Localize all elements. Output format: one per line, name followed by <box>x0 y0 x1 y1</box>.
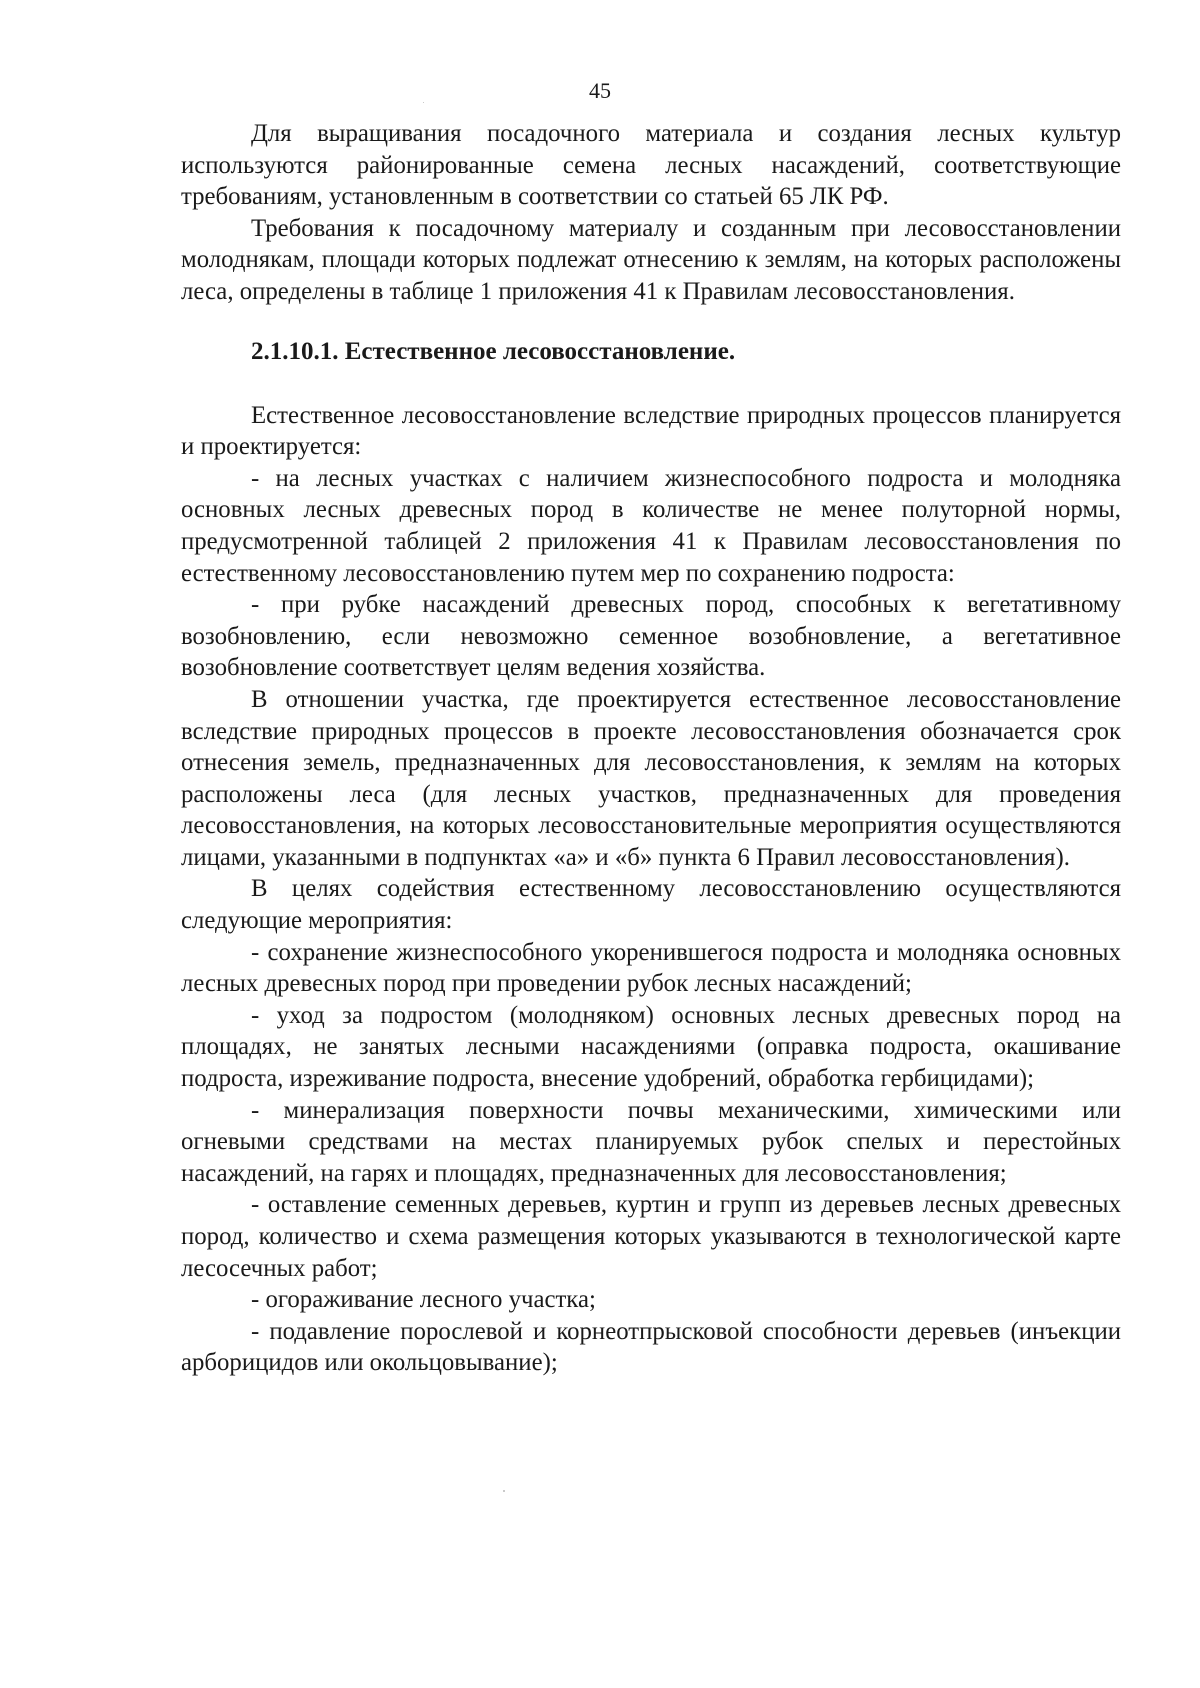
section-heading: 2.1.10.1. Естественное лесовосстановление. <box>251 337 736 365</box>
list-item-seed-trees: - оставление семенных деревьев, куртин и групп из деревьев лесных древесных пород, количество и схема размещения которых указываются в технологической карте лесосечных работ; <box>181 1191 1121 1282</box>
list-item-undergrowth-care: - уход за подростом (молодняком) основных лесных древесных пород на площадях, не занятых лесными насаждениями (оправка подроста, окашивание подроста, изреживание подроста, внесение удобрений, обработка гербицидами); <box>181 1001 1121 1093</box>
section-paragraph-1: Естественное лесовосстановление вследствие природных процессов планируется и проектируется: <box>181 401 1121 461</box>
scan-speck <box>423 102 424 103</box>
list-item-vegetative-renewal: - при рубке насаждений древесных пород, способных к вегетативному возобновлению, если невозможно семенное возобновление, а вегетативное возобновление соответствует целям ведения хозяйства. <box>181 591 1121 682</box>
section-paragraph-site-term: В отношении участка, где проектируется естественное лесовосстановление вследствие природных процессов в проекте лесовосстановления обозначается срок отнесения земель, предназначенных для лесовосстановления, к землям на которых расположены леса (для лесных участков, предназначенных для проведения лесовосстановления, на которых лесовосстановительные мероприятия осуществляются лицами, указанными в подпунктах «а» и «б» пункта 6 Правил лесовосстановления). <box>181 685 1121 871</box>
page-number: 45 <box>589 78 611 103</box>
page-content <box>181 118 1121 1379</box>
intro-paragraph-2: Требования к посадочному материалу и созданным при лесовосстановлении молоднякам, площади которых подлежат отнесению к землям, на которых расположены леса, определены в таблице 1 приложения 41 к Правилам лесовосстановления. <box>181 214 1121 305</box>
scan-speck <box>503 1490 505 1492</box>
list-item-healthy-undergrowth: - на лесных участках с наличием жизнеспособного подроста и молодняка основных лесных древесных пород в количестве не менее полуторной нормы, предусмотренной таблицей 2 приложения 41 к Правилам лесовосстановления по естественному лесовосстановлению путем мер по сохранению подроста: <box>181 464 1121 587</box>
list-item-suppression: - подавление порослевой и корнеотпрысковой способности деревьев (инъекции арборицидов или окольцовывание); <box>181 1317 1121 1377</box>
list-item-preserve-undergrowth: - сохранение жизнеспособного укоренившегося подроста и молодняка основных лесных древесных пород при проведении рубок лесных насаждений; <box>181 938 1121 998</box>
list-item-soil-mineralization: - минерализация поверхности почвы механическими, химическими или огневыми средствами на местах планируемых рубок спелых и перестойных насаждений, на гарях и площадях, предназначенных для лесовосстановления; <box>181 1096 1121 1187</box>
intro-paragraph-1: Для выращивания посадочного материала и создания лесных культур используются районированные семена лесных насаждений, соответствующие требованиям, установленным в соответствии со статьей 65 ЛК РФ. <box>181 120 1121 211</box>
list-item-fencing: - огораживание лесного участка; <box>251 1286 596 1314</box>
section-paragraph-measures-intro: В целях содействия естественному лесовосстановлению осуществляются следующие мероприятия: <box>181 875 1121 935</box>
